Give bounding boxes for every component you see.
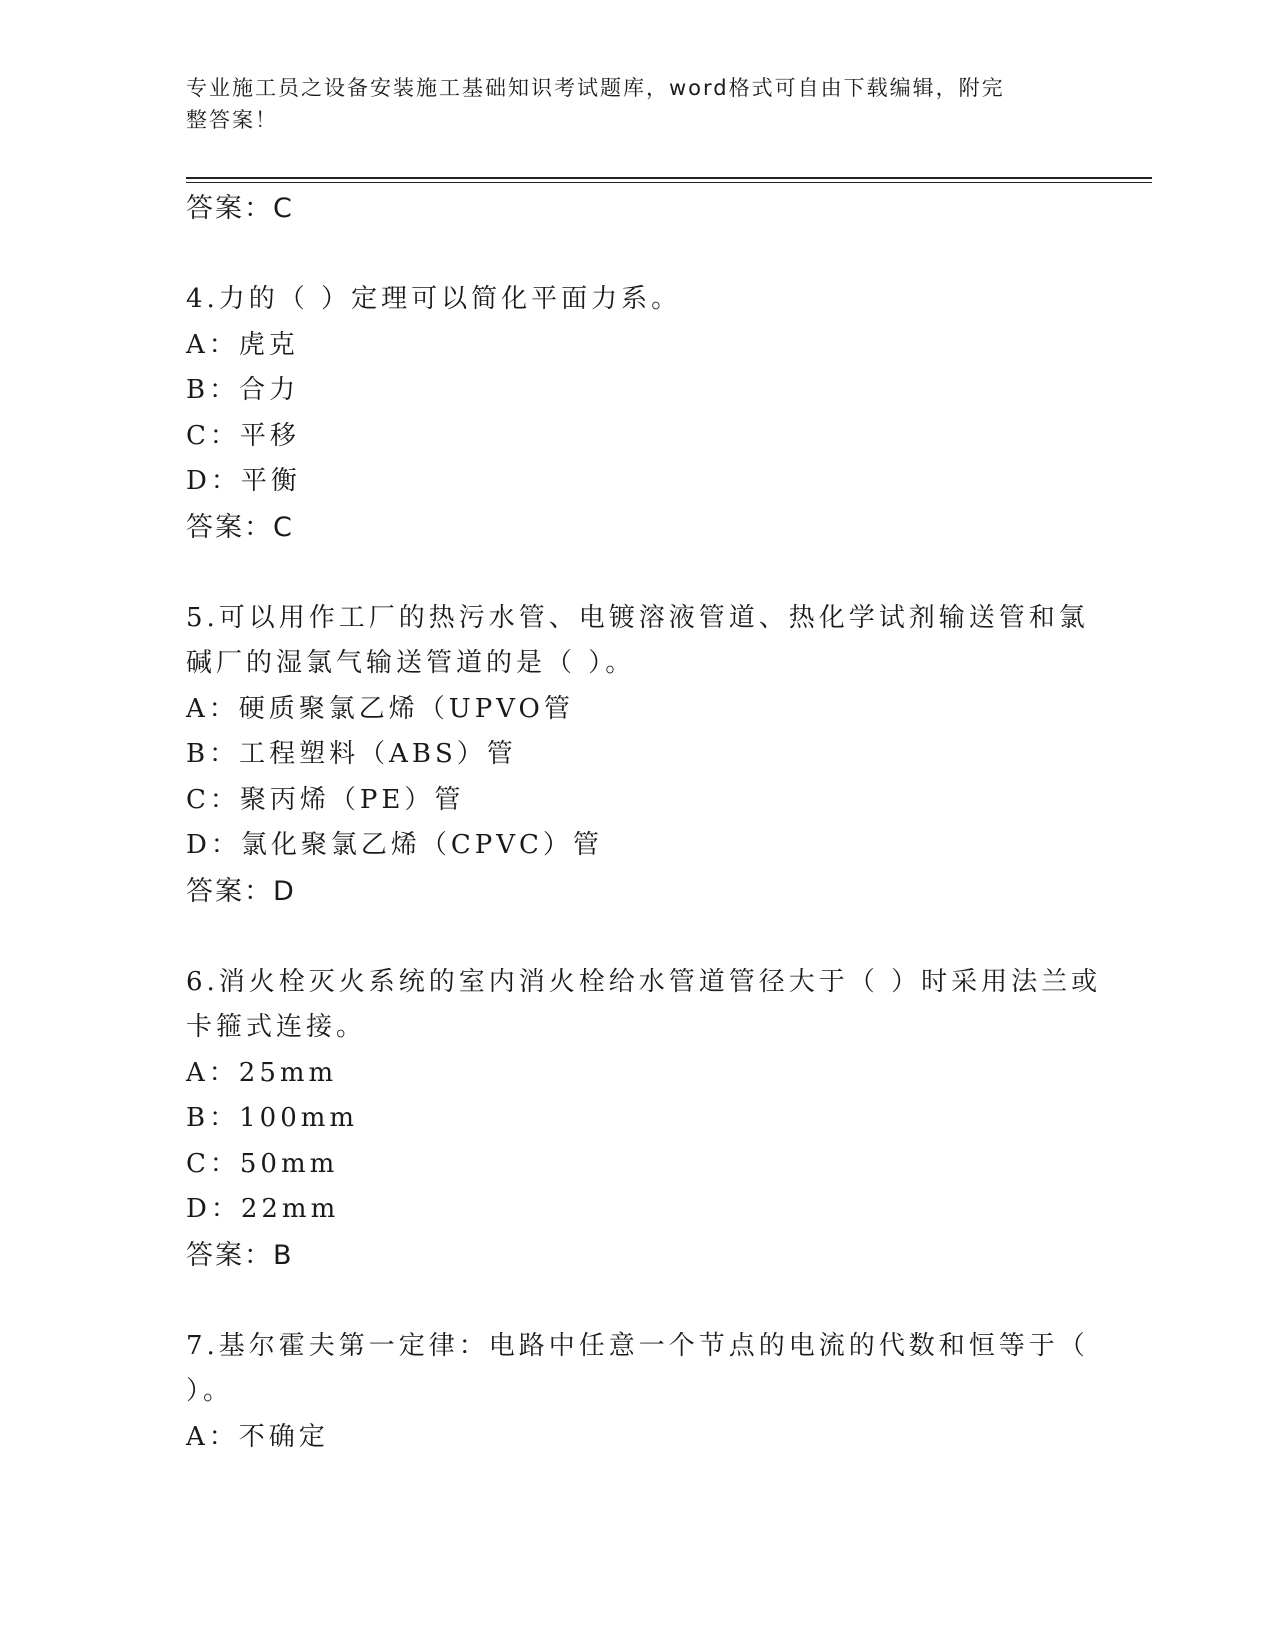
answer: 答案：D <box>186 875 296 907</box>
header-divider <box>186 177 1152 179</box>
option-a: A：不确定 <box>186 1421 329 1452</box>
option-a: A：25mm <box>186 1057 338 1088</box>
question-4 <box>186 277 1086 550</box>
question-stem: 4.力的（ ）定理可以简化平面力系。 <box>186 284 682 314</box>
question-stem-cont: 碱厂的湿氯气输送管道的是（ ）。 <box>186 648 636 678</box>
spacer <box>186 232 1086 278</box>
answer: 答案：B <box>186 1239 294 1271</box>
question-stem: 5.可以用作工厂的热污水管、电镀溶液管道、热化学试剂输送管和氯 <box>186 602 1089 633</box>
header-line-1: 专业施工员之设备安装施工基础知识考试题库，word格式可自由下载编辑，附完 <box>186 76 1005 100</box>
document-header <box>186 72 1066 136</box>
option-d: D：平衡 <box>186 466 301 496</box>
question-stem: 7.基尔霍夫第一定律：电路中任意一个节点的电流的代数和恒等于（ <box>186 1330 1089 1361</box>
answer-previous: 答案：C <box>186 193 294 224</box>
question-stem-cont: ）。 <box>186 1376 234 1406</box>
header-line-2: 整答案！ <box>186 108 278 132</box>
question-stem-cont: 卡箍式连接。 <box>186 1012 367 1042</box>
answer: 答案：C <box>186 511 294 543</box>
question-5 <box>186 596 1089 915</box>
option-d: D：22mm <box>186 1194 340 1224</box>
question-6 <box>186 960 1102 1279</box>
question-7 <box>186 1324 1089 1461</box>
option-c: C：聚丙烯（PE）管 <box>186 784 465 815</box>
question-stem: 6.消火栓灭火系统的室内消火栓给水管道管径大于（ ）时采用法兰或 <box>186 966 1102 997</box>
option-c: C：平移 <box>186 420 300 451</box>
spacer <box>186 550 1086 596</box>
option-a: A：虎克 <box>186 329 299 360</box>
option-b: B：100mm <box>186 1103 359 1133</box>
spacer <box>186 914 1086 960</box>
option-b: B：工程塑料（ABS）管 <box>186 739 517 769</box>
option-a: A：硬质聚氯乙烯（UPVO管 <box>186 693 574 724</box>
question-list <box>186 186 1102 1460</box>
option-d: D：氯化聚氯乙烯（CPVC）管 <box>186 830 603 860</box>
option-c: C：50mm <box>186 1148 339 1179</box>
spacer <box>186 1278 1086 1324</box>
option-b: B：合力 <box>186 375 300 405</box>
header-divider-thin <box>186 182 1152 183</box>
